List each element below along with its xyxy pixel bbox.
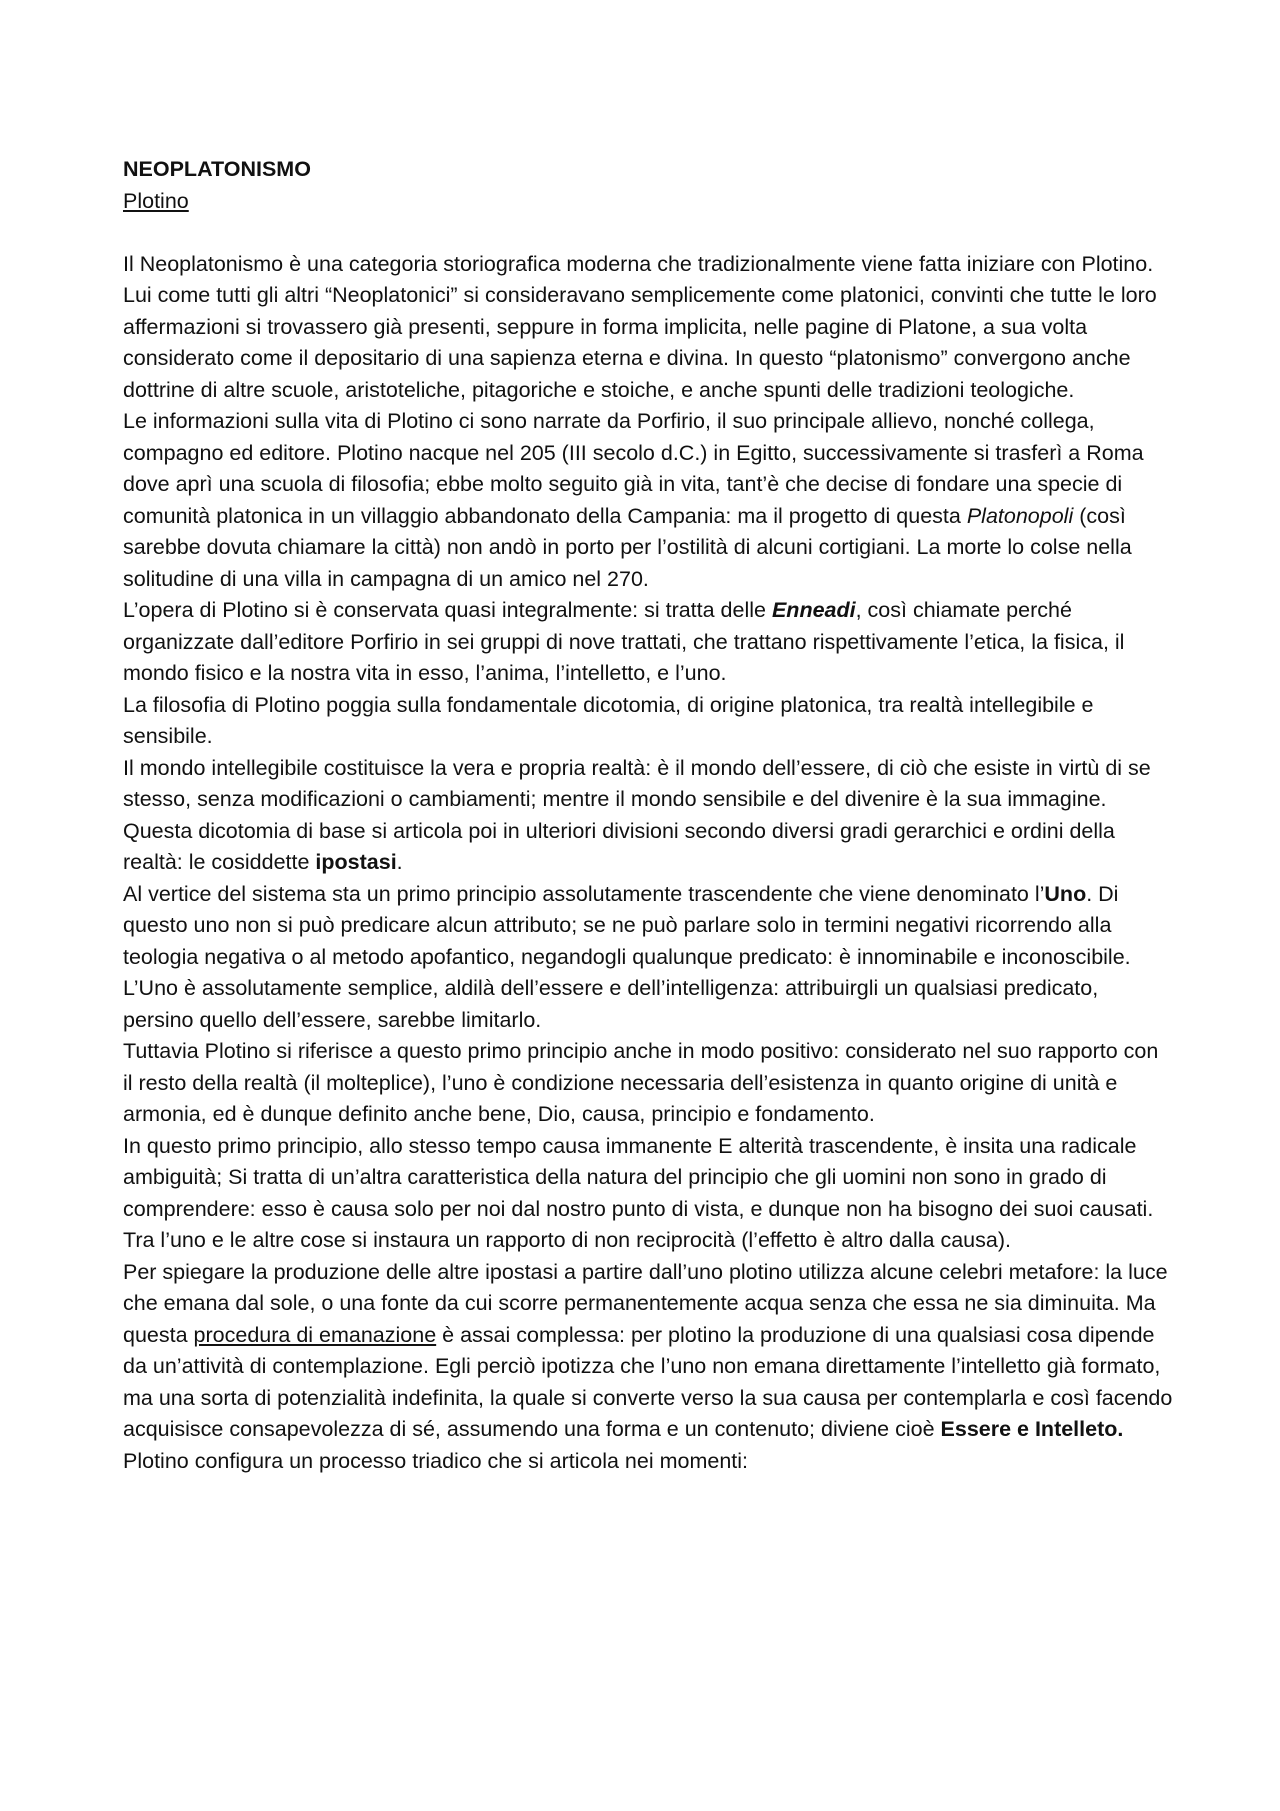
bold-term-uno: Uno: [1044, 881, 1087, 906]
bold-italic-term-enneadi: Enneadi: [771, 598, 856, 622]
underlined-term-emanazione: procedura di emanazione: [193, 1322, 437, 1347]
bold-term-essere-intelleto: Essere e Intelleto.: [940, 1417, 1124, 1441]
paragraph-emanazione: [123, 1257, 1173, 1446]
text-span: Per spiegare la produzione delle altre ipostasi a partire dall’uno plotino utilizza alcune celebri metafore: la luce che emana dal sole, o una fonte da cui scorre permanentemente acqua senza che essa ne sia diminuita. Ma questa: [123, 1259, 1168, 1347]
text-span: è assai complessa: per plotino la produzione di una qualsiasi cosa dipende da un’attività di contemplazione. Egli perciò ipotizza che l’uno non emana direttamente l’intelletto già formato, ma una sorta di potenzialità indefinita, la quale si converte verso la sua causa per contemplarla e così facendo acquisisce consapevolezza di sé, assumendo una forma e un contenuto; diviene cioè: [123, 1322, 1173, 1441]
text-span: .: [396, 850, 403, 874]
paragraph-triadico: Plotino configura un processo triadico che si articola nei momenti:: [123, 1448, 749, 1473]
text-span: Le informazioni sulla vita di Plotino ci sono narrate da Porfirio, il suo principale allievo, nonché collega, compagno ed editore. Plotino nacque nel 205 (III secolo d.C.) in Egitto, successivamente si trasferì a Roma dove aprì una scuola di filosofia; ebbe molto seguito già in vita, tant’è che decise di fondare una specie di comunità platonica in un villaggio abbandonato della Campania: ma il progetto di questa: [123, 409, 1144, 528]
text-span: , così chiamate perché organizzate dall’editore Porfirio in sei gruppi di nove trattati, che trattano rispettivamente l’etica, la fisica, il mondo fisico e la nostra vita in esso, l’anima, l’intelletto, e l’uno.: [123, 598, 1125, 685]
document-subtitle: Plotino: [123, 188, 189, 213]
document-page: [123, 154, 1173, 1477]
paragraph-uno: [123, 879, 1173, 974]
paragraph-positivo: Tuttavia Plotino si riferisce a questo primo principio anche in modo positivo: considerato nel suo rapporto con il resto della realtà (il molteplice), l’uno è condizione necessaria dell’esistenza in quanto origine di unità e armonia, ed è dunque definito anche bene, Dio, causa, principio e fondamento.: [123, 1039, 1159, 1126]
text-span: L’opera di Plotino si è conservata quasi integralmente: si tratta delle: [123, 598, 772, 622]
italic-term-platonopoli: Platonopoli: [966, 503, 1074, 528]
paragraph-ambiguita: In questo primo principio, allo stesso tempo causa immanente E alterità trascendente, è insita una radicale ambiguità; Si tratta di un’altra caratteristica della natura del principio che gli uomini non sono in grado di comprendere: esso è causa solo per noi dal nostro punto di vista, e dunque non ha bisogno dei suoi causati. Tra l’uno e le altre cose si instaura un rapporto di non reciprocità (l’effetto è altro dalla causa).: [123, 1133, 1154, 1252]
paragraph-dichotomy: La filosofia di Plotino poggia sulla fondamentale dicotomia, di origine platonica, tra realtà intellegibile e sensibile.: [123, 692, 1094, 748]
paragraph-uno-semplice: L’Uno è assolutamente semplice, aldilà dell’essere e dell’intelligenza: attribuirgli un qualsiasi predicato, persino quello dell’essere, sarebbe limitarlo.: [123, 976, 1099, 1032]
text-span: (così sarebbe dovuta chiamare la città) non andò in porto per l’ostilità di alcuni cortigiani. La morte lo colse nella solitudine di una villa in campagna di un amico nel 270.: [123, 503, 1132, 591]
paragraph-intelligible: [123, 753, 1173, 879]
paragraph-intro: Il Neoplatonismo è una categoria storiografica moderna che tradizionalmente viene fatta iniziare con Plotino. Lui come tutti gli altri “Neoplatonici” si consideravano semplicemente come platonici, convinti che tutte le loro affermazioni si trovassero già presenti, seppure in forma implicita, nelle pagine di Platone, a sua volta considerato come il depositario di una sapienza eterna e divina. In questo “platonismo” convergono anche dottrine di altre scuole, aristoteliche, pitagoriche e stoiche, e anche spunti delle tradizioni teologiche.: [123, 251, 1157, 402]
paragraph-works: [123, 595, 1173, 690]
bold-term-ipostasi: ipostasi: [315, 850, 397, 874]
text-span: . Di questo uno non si può predicare alcun attributo; se ne può parlare solo in termini negativi ricorrendo alla teologia negativa o al metodo apofantico, negandogli qualunque predicato: è innominabile e inconoscibile.: [123, 881, 1131, 969]
document-title: NEOPLATONISMO: [123, 157, 311, 181]
paragraph-life: [123, 406, 1173, 595]
text-span: Il mondo intellegibile costituisce la vera e propria realtà: è il mondo dell’essere, di ciò che esiste in virtù di se stesso, senza modificazioni o cambiamenti; mentre il mondo sensibile e del divenire è la sua immagine. Questa dicotomia di base si articola poi in ulteriori divisioni secondo diversi gradi gerarchici e ordini della realtà: le cosiddette: [123, 755, 1151, 874]
text-span: Al vertice del sistema sta un primo principio assolutamente trascendente che viene denominato l’: [123, 881, 1045, 906]
